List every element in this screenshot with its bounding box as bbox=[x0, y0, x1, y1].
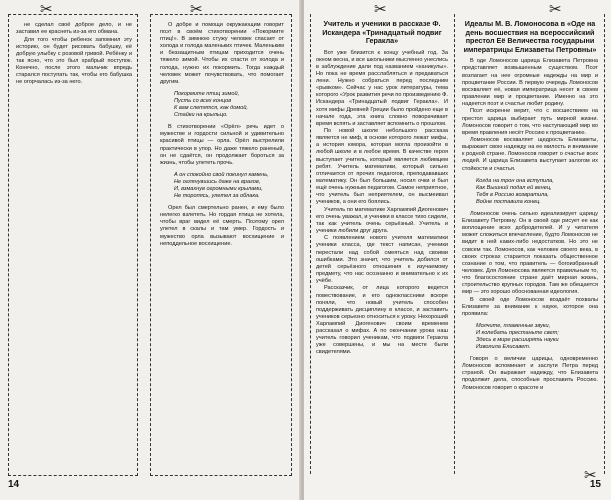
paragraph: Поэт искренне верит, что с восшествием на престол царица выбирает путь мирной жизни. Ломоносов говорит о том, что наступающий мир во время правления несёт Россию к процветанию. bbox=[462, 108, 598, 136]
poem-line: А он спокойно свой покинул камень, bbox=[174, 171, 269, 178]
paragraph: Ломоносов очень сильно идеализирует царицу Елизавету Петровну. Он в своей оде рисует ее как воплощение всех добродетелей. И у читателя может сложиться впечатление, будто Ломоносов не видит в ней каких-либо недостатков. Но это не совсем так. Ломоносов, как человек своего века, в своих строках старается показать общественное сознание о том, что правитель — богоизбранный человек. Для Ломоносова является правильным то, что благосостояние стране даёт мирная жизнь, строительство крупных городов. Там же обещается мир — это хорошо обоснованная идеология. bbox=[462, 211, 598, 296]
paragraph: В оде Ломоносов царица Елизавета Петровна представляет возвышенным существом. Поэт возлагает на нее огромные надежды на мир и процветание России. В первую очередь Ломоносов восхваляет её, новая императрица несет в своем правлении мир и процветание. Именно на это надеется поэт и счастье любит родину. bbox=[462, 58, 598, 107]
paragraph: не сделал своё доброе дело, и не заставил ее краснеть из-за его обмана. bbox=[16, 22, 132, 36]
paragraph: Орел был смертельно ранен, и ему было нелегко взлететь. Но гордая птица не хотела, чтобы враг видел её смерть. Поэтому орел улетел в скалы и там умер. Гордость и мужество орла вызывают восхищение и неподдельное восхищение. bbox=[160, 205, 284, 247]
poem-block bbox=[476, 178, 598, 206]
page-number: 15 bbox=[589, 479, 601, 490]
poem-line: Тебя в Россию возвратила, bbox=[476, 191, 549, 198]
cut-line bbox=[310, 14, 311, 474]
poem-line: Как Вышний подал ей венец, bbox=[476, 184, 552, 191]
paragraph: Учитель по математике Харлампий Диогенович его очень уважал, и ученики в классе тихо сидели, так как учитель очень серьёзный. Учитель и ученики любили друг друга. bbox=[316, 206, 448, 234]
scissors-icon: ✂ bbox=[374, 0, 387, 18]
article-heading: Учитель и ученики в рассказе Ф. Искандера «Тринадцатый подвиг Геракла» bbox=[322, 20, 442, 46]
poem-line: Молчите, пламенные звуки, bbox=[476, 322, 551, 329]
poem-line: Войне поставила конец. bbox=[476, 198, 541, 205]
article-heading: Идеалы М. В. Ломоносова в «Оде на день восшествия на всероссийский престол Её Величества государыни императрицы Елизаветы Петровны» bbox=[463, 20, 597, 54]
left-column-1 bbox=[16, 22, 132, 472]
scissors-icon: ✂ bbox=[549, 0, 562, 18]
right-page bbox=[304, 0, 611, 500]
left-column-2 bbox=[160, 22, 284, 467]
paragraph: О добре и помощи окружающим говорит поэт в своём стихотворении «Покормите птиц!». В зимнюю стужу человек спасает от холода и голода маленьких птичек. Маленьким и беззащитным птицам приходится очень тяжело зимой. Чтобы их спасти от холода и голода, нужно их покормить. Тогда каждый человек может почувствовать, что помогает другим. bbox=[160, 22, 284, 85]
paragraph: По новой школе небольшого рассказа является не миф, в основе которого лежат мифы, а история юмора, которая могла произойти в любой школе и в любое время. В качестве героя выступает учитель, который является любимцем ребят. Учитель математики, который сильно отличается от прочих педагогов, преподававших математику. Он был большим, носил очки и был ещё очень нужным педагогом. Самое неприятное, что учитель был неприятелем, он высмеивал учеников, а они его боялись. bbox=[316, 128, 448, 206]
poem-line: Не торопясь, улетел за облака. bbox=[174, 193, 260, 200]
scissors-icon: ✂ bbox=[40, 0, 53, 18]
poem-line: Стайки на крыльцо. bbox=[174, 112, 228, 119]
left-page bbox=[0, 0, 301, 500]
cut-line bbox=[454, 14, 455, 474]
poem-block bbox=[174, 91, 284, 119]
poem-line: И, взмахнув огромными крылами, bbox=[174, 185, 263, 192]
paragraph: Говоря о величии царицы, одновременно Ломоносов вспоминает и заслуги Петра перед страной. Он выражает надежду, что Елизавета продолжит дела, способные прославить Россию. Ломоносов говорит о красоте и bbox=[462, 356, 598, 391]
cut-line bbox=[604, 14, 605, 474]
page-number: 14 bbox=[8, 479, 20, 490]
poem-block bbox=[174, 172, 284, 200]
poem-line: Когда на трон она вступила, bbox=[476, 177, 554, 184]
paragraph: Для того чтобы ребенок запомнил эту историю, он будет рисовать бабушку, её добрую улыбку с розовой гривой. Ребёнку и так ясно, что это был храбрый поступок. Конечно, после этого мальчик впредь старался поступать так, чтобы его бабушка не огорчалась из-за него. bbox=[16, 36, 132, 86]
scissors-icon: ✂ bbox=[190, 0, 203, 18]
paragraph: Рассказчик, от лица которого ведется повествование, и его одноклассники вскоре поняли, что новый учитель способен поддерживать дисциплину в классе, и заставить учеников серьезно относиться к уроку. Нехороший Харлампий Диогенович своим временем рассказал о мифах. А по окончании урока наш учитель говорил ученикам, что подвиги Геракла уже совершены, и мы на месте были свидетелями. bbox=[316, 285, 448, 356]
right-column-1 bbox=[316, 20, 448, 475]
poem-line: К вам слетятся, как домой, bbox=[174, 105, 248, 112]
paragraph: С появлением нового учителя математики ученики класса, где текст написан, ученики перестали над собой смеяться над своими ошибками. Это значит, что учитель добился от детей серьёзного отношения к изучаемому предмету, что нас осознанно и внимательно к их учёбе. bbox=[316, 235, 448, 284]
paragraph: В стихотворении «Орёл» речь идет о мужестве и гордости сильной и удивительно красивой птицы — орла. Орёл выстрелили практически в упор. Но даже тяжело раненый, он не сдаётся, он продолжает бороться за жизнь, чтобы улететь прочь. bbox=[160, 124, 284, 166]
paragraph: В своей оде Ломоносов воздаёт похвалы Елизавете за внимание к науке, которое она проявила: bbox=[462, 296, 598, 317]
poem-block bbox=[476, 323, 598, 351]
poem-line: Не оглянувшись даже на врагов, bbox=[174, 178, 261, 185]
scissors-icon: ✂ bbox=[584, 466, 597, 484]
poem-line: Изволила Елисавет. bbox=[476, 344, 531, 351]
right-column-2 bbox=[462, 20, 598, 475]
poem-line: Здесь в мире расширять науки bbox=[476, 337, 559, 344]
poem-line: И колебать престаньте свет; bbox=[476, 329, 559, 336]
poem-line: Пусть со всех концов bbox=[174, 97, 232, 104]
paragraph: Вот уже близится к концу учебный год. За окном весна, и все школьники мысленно унеслись в заблуждение дали под названием «каникулы». Но пока не время расслабляться и предаваться лени. Нужно собраться перед последним «рывком». Сейчас у нас урок литературы, тема которого «Урок развития речи по произведению Ф. Искандера «Тринадцатый подвиг Геракла». И хотя мифы Древней Греции было пройдено еще в начале года, эта книга словно поворачивает время вспять и заставляет вспомнить о прошлом. bbox=[316, 49, 448, 127]
poem-line: Покормите птиц зимой, bbox=[174, 90, 240, 97]
paragraph: Ломоносов восхваляет щедрость Елизаветы, выражает свою надежду на ее милость и внимание к родной стране. Ломоносов говорит о счастье всех людей. И царица Елизавета выступает залогом их стойкости и счастья. bbox=[462, 137, 598, 172]
